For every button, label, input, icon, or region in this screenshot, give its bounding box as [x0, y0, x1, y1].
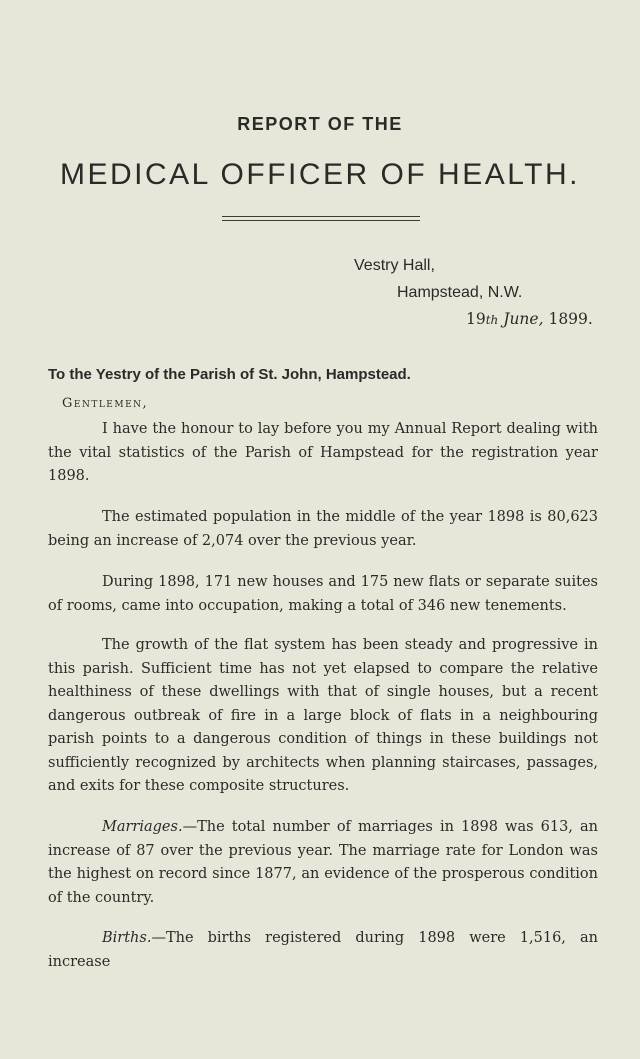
paragraph-housing-text: During 1898, 171 new houses and 175 new flats or separate suites of rooms, came into occupation, making a total of 346 new tenements. — [48, 574, 598, 614]
paragraph-housing — [48, 571, 598, 618]
paragraph-births — [48, 927, 598, 974]
address-line-1: Vestry Hall, — [354, 257, 435, 274]
marriages-heading: Marriages. — [102, 819, 183, 835]
title-divider-top — [222, 216, 420, 217]
paragraph-marriages-text: —The total number of marriages in 1898 was 613, an increase of 87 over the previous year. The marriage rate for London was the highest on record since 1877, an evidence of the prosperous condition of the country. — [48, 819, 598, 906]
addressee-line: To the Yestry of the Parish of St. John, Hampstead. — [48, 366, 411, 383]
paragraph-births-text: —The births registered during 1898 were 1,516, an increase — [48, 930, 598, 970]
report-of-heading: REPORT OF THE — [237, 114, 403, 134]
date-day: 19 — [466, 310, 486, 328]
date-ordinal: th — [485, 313, 499, 327]
paragraph-intro — [48, 418, 598, 489]
paragraph-flat-system — [48, 634, 598, 799]
page-title: MEDICAL OFFICER OF HEALTH. — [59, 158, 581, 191]
paragraph-intro-text: I have the honour to lay before you my Annual Report dealing with the vital statistics of the Parish of Hampstead for the registration year 1898. — [48, 421, 598, 484]
address-line-2: Hampstead, N.W. — [397, 284, 523, 301]
births-heading: Births. — [102, 930, 152, 946]
salutation: Gentlemen, — [62, 396, 149, 411]
date-year: 1899. — [548, 310, 593, 328]
paragraph-population-text: The estimated population in the middle of the year 1898 is 80,623 being an increase of 2,074 over the previous year. — [48, 509, 598, 549]
paragraph-marriages — [48, 816, 598, 910]
date-month: June, — [503, 310, 544, 328]
title-divider-bottom — [222, 220, 420, 221]
letter-date — [466, 310, 593, 328]
paragraph-population — [48, 506, 598, 553]
paragraph-flat-system-text: The growth of the flat system has been steady and progressive in this parish. Sufficient time has not yet elapsed to compare the relative healthiness of these dwellings with that of single houses, but a recent dangerous outbreak of fire in a large block of flats in a neighbouring parish points to a dangerous condition of things in these buildings not sufficiently recognized by architects when planning staircases, passages, and exits for these composite structures. — [48, 637, 598, 794]
